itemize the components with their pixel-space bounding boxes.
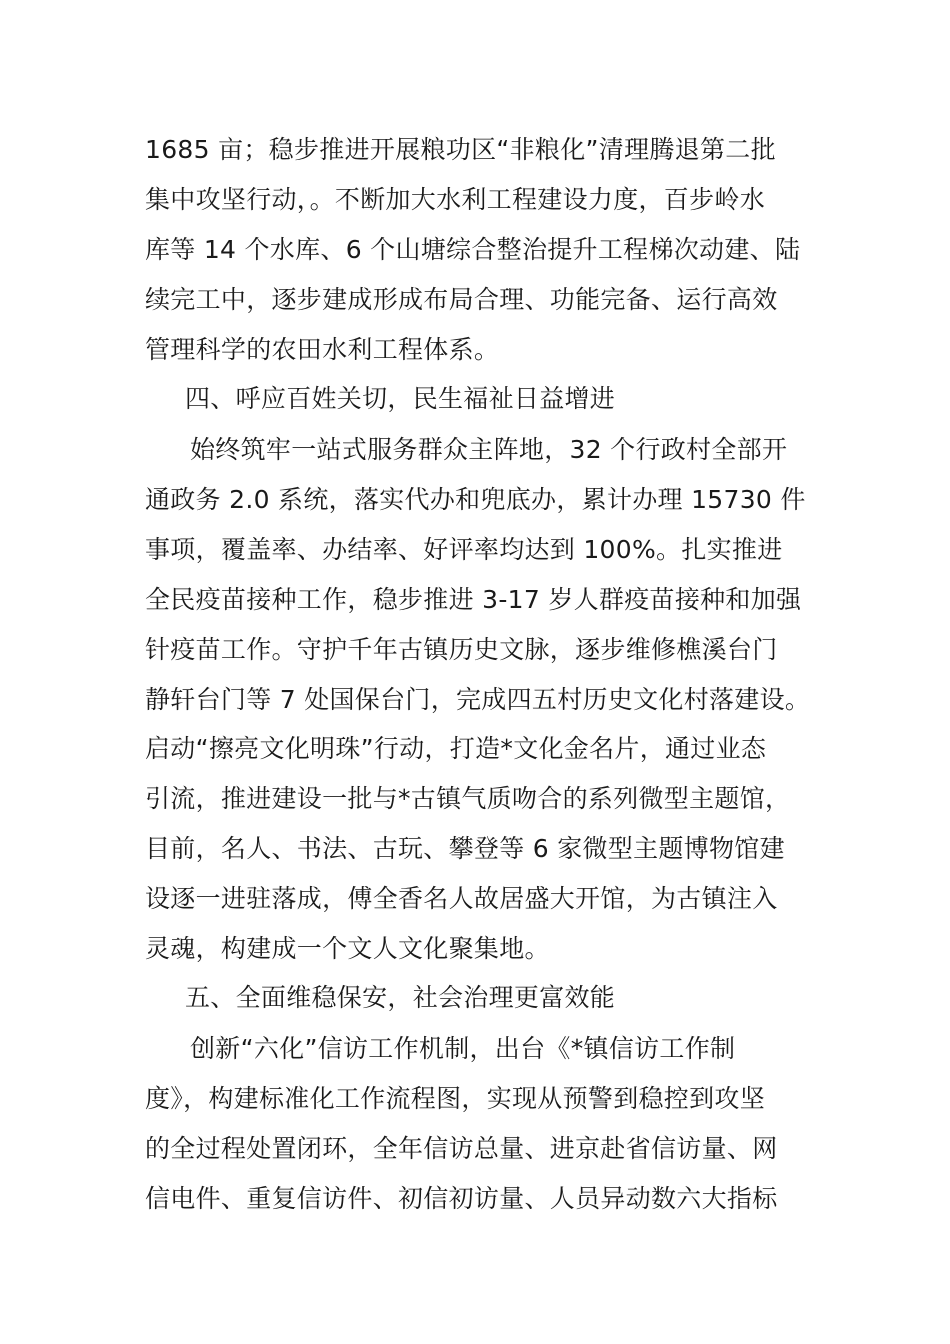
body-line: 目前，名人、书法、古玩、攀登等 6 家微型主题博物馆建 <box>145 834 785 863</box>
body-line: 针疫苗工作。守护千年古镇历史文脉，逐步维修樵溪台门 <box>145 635 778 664</box>
body-line: 1685 亩；稳步推进开展粮功区“非粮化”清理腾退第二批 <box>145 135 776 164</box>
body-line: 的全过程处置闭环，全年信访总量、进京赴省信访量、网 <box>145 1134 778 1163</box>
body-line: 事项，覆盖率、办结率、好评率均达到 100%。扎实推进 <box>145 535 783 564</box>
body-line: 通政务 2.0 系统，落实代办和兜底办，累计办理 15730 件 <box>145 485 806 514</box>
body-line: 信电件、重复信访件、初信初访量、人员异动数六大指标 <box>145 1184 778 1213</box>
body-line: 集中攻坚行动，。不断加大水利工程建设力度，百步岭水 <box>145 185 766 214</box>
body-line: 全民疫苗接种工作，稳步推进 3-17 岁人群疫苗接种和加强 <box>145 585 802 614</box>
body-line: 管理科学的农田水利工程体系。 <box>145 335 500 364</box>
body-line: 设逐一进驻落成，傅全香名人故居盛大开馆，为古镇注入 <box>145 884 778 913</box>
body-line: 灵魂，构建成一个文人文化聚集地。 <box>145 934 550 963</box>
body-line: 度》，构建标准化工作流程图，实现从预警到稳控到攻坚 <box>145 1084 766 1113</box>
body-line: 库等 14 个水库、6 个山塘综合整治提升工程梯次动建、陆 <box>145 235 801 264</box>
body-line: 引流，推进建设一批与*古镇气质吻合的系列微型主题馆， <box>145 784 791 813</box>
body-line: 始终筑牢一站式服务群众主阵地，32 个行政村全部开 <box>190 435 788 464</box>
body-line: 静轩台门等 7 处国保台门，完成四五村历史文化村落建设。 <box>145 685 811 714</box>
body-line: 续完工中，逐步建成形成布局合理、功能完备、运行高效 <box>145 285 778 314</box>
section-heading: 四、呼应百姓关切，民生福祉日益增进 <box>185 384 616 413</box>
body-line: 创新“六化”信访工作机制，出台《*镇信访工作制 <box>190 1034 736 1063</box>
section-heading: 五、全面维稳保安，社会治理更富效能 <box>185 983 616 1012</box>
body-line: 启动“擦亮文化明珠”行动，打造*文化金名片，通过业态 <box>145 734 767 763</box>
